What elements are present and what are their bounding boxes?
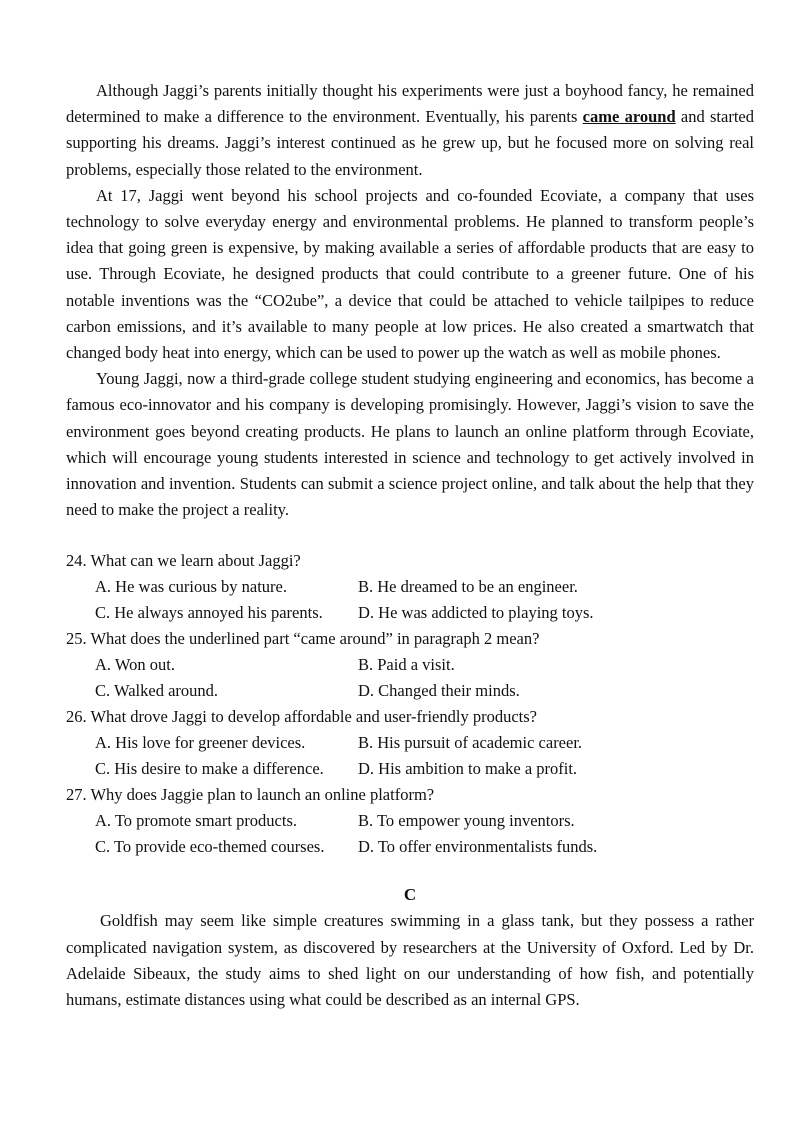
section-heading: C	[403, 885, 417, 905]
paragraph-text: Although Jaggi’s parents initially thought his experiments were just a boyhood fancy, he remained determined to make a difference to the environment. Eventually, his parents	[66, 81, 754, 127]
option-a: A. Won out.	[95, 655, 175, 675]
option-d: D. Changed their minds.	[358, 681, 520, 701]
option-c: C. His desire to make a difference.	[95, 759, 324, 779]
option-a: A. His love for greener devices.	[95, 733, 306, 753]
option-a: A. He was curious by nature.	[95, 577, 287, 597]
answer-options	[66, 808, 754, 860]
answer-options	[66, 730, 754, 782]
question-list	[66, 548, 754, 860]
passage-c	[66, 882, 754, 1013]
passage-b-paragraph-3: Young Jaggi, now a third-grade college student studying engineering and economics, has become a famous eco-innovator and his company is developing promisingly. However, Jaggi’s vision to save the environment goes beyond creating products. He plans to launch an online platform through Ecoviate, which will encourage young students interested in science and technology to get actively involved in innovation and invention. Students can submit a science project online, and talk about the help that they need to make the project a reality.	[66, 369, 754, 520]
question-26	[66, 704, 754, 782]
option-a: A. To promote smart products.	[95, 811, 298, 831]
option-b: B. He dreamed to be an engineer.	[358, 577, 578, 597]
question-stem: 26. What drove Jaggi to develop affordable and user-friendly products?	[66, 707, 537, 727]
option-b: B. Paid a visit.	[358, 655, 455, 675]
question-24	[66, 548, 754, 626]
question-stem: 25. What does the underlined part “came around” in paragraph 2 mean?	[66, 629, 540, 649]
passage-b	[66, 78, 754, 523]
passage-c-paragraph-1: Goldfish may seem like simple creatures swimming in a glass tank, but they possess a rather complicated navigation system, as discovered by researchers at the University of Oxford. Led by Dr. Adelaide Sibeaux, the study aims to shed light on our understanding of how fish, and potentially humans, estimate distances using what could be described as an internal GPS.	[66, 911, 754, 1010]
question-stem: 24. What can we learn about Jaggi?	[66, 551, 301, 571]
option-d: D. His ambition to make a profit.	[358, 759, 578, 779]
passage-b-paragraph-1	[66, 78, 754, 183]
paragraph-text: and started supporting his dreams. Jaggi’s interest continued as he grew up, but he focused more on solving real problems, especially those related to the environment.	[66, 107, 754, 179]
option-c: C. To provide eco-themed courses.	[95, 837, 325, 857]
option-b: B. To empower young inventors.	[358, 811, 575, 831]
spacer	[66, 523, 754, 548]
option-c: C. Walked around.	[95, 681, 219, 701]
question-27	[66, 782, 754, 860]
option-d: D. He was addicted to playing toys.	[358, 603, 594, 623]
answer-options	[66, 652, 754, 704]
passage-b-paragraph-2: At 17, Jaggi went beyond his school projects and co-founded Ecoviate, a company that uses technology to solve everyday energy and environmental problems. He planned to transform people’s idea that going green is expensive, by making available a series of affordable products that are easy to use. Through Ecoviate, he designed products that could contribute to a greener future. One of his notable inventions was the “CO2ube”, a device that could be attached to vehicle tailpipes to reduce carbon emissions, and it’s available to many people at low prices. He also created a smartwatch that changed body heat into energy, which can be used to power up the watch as well as mobile phones.	[66, 185, 754, 363]
underlined-phrase: came around	[582, 107, 676, 127]
question-stem: 27. Why does Jaggie plan to launch an online platform?	[66, 785, 435, 805]
exam-page	[66, 78, 754, 1013]
option-c: C. He always annoyed his parents.	[95, 603, 323, 623]
option-b: B. His pursuit of academic career.	[358, 733, 583, 753]
question-25	[66, 626, 754, 704]
option-d: D. To offer environmentalists funds.	[358, 837, 598, 857]
answer-options	[66, 574, 754, 626]
